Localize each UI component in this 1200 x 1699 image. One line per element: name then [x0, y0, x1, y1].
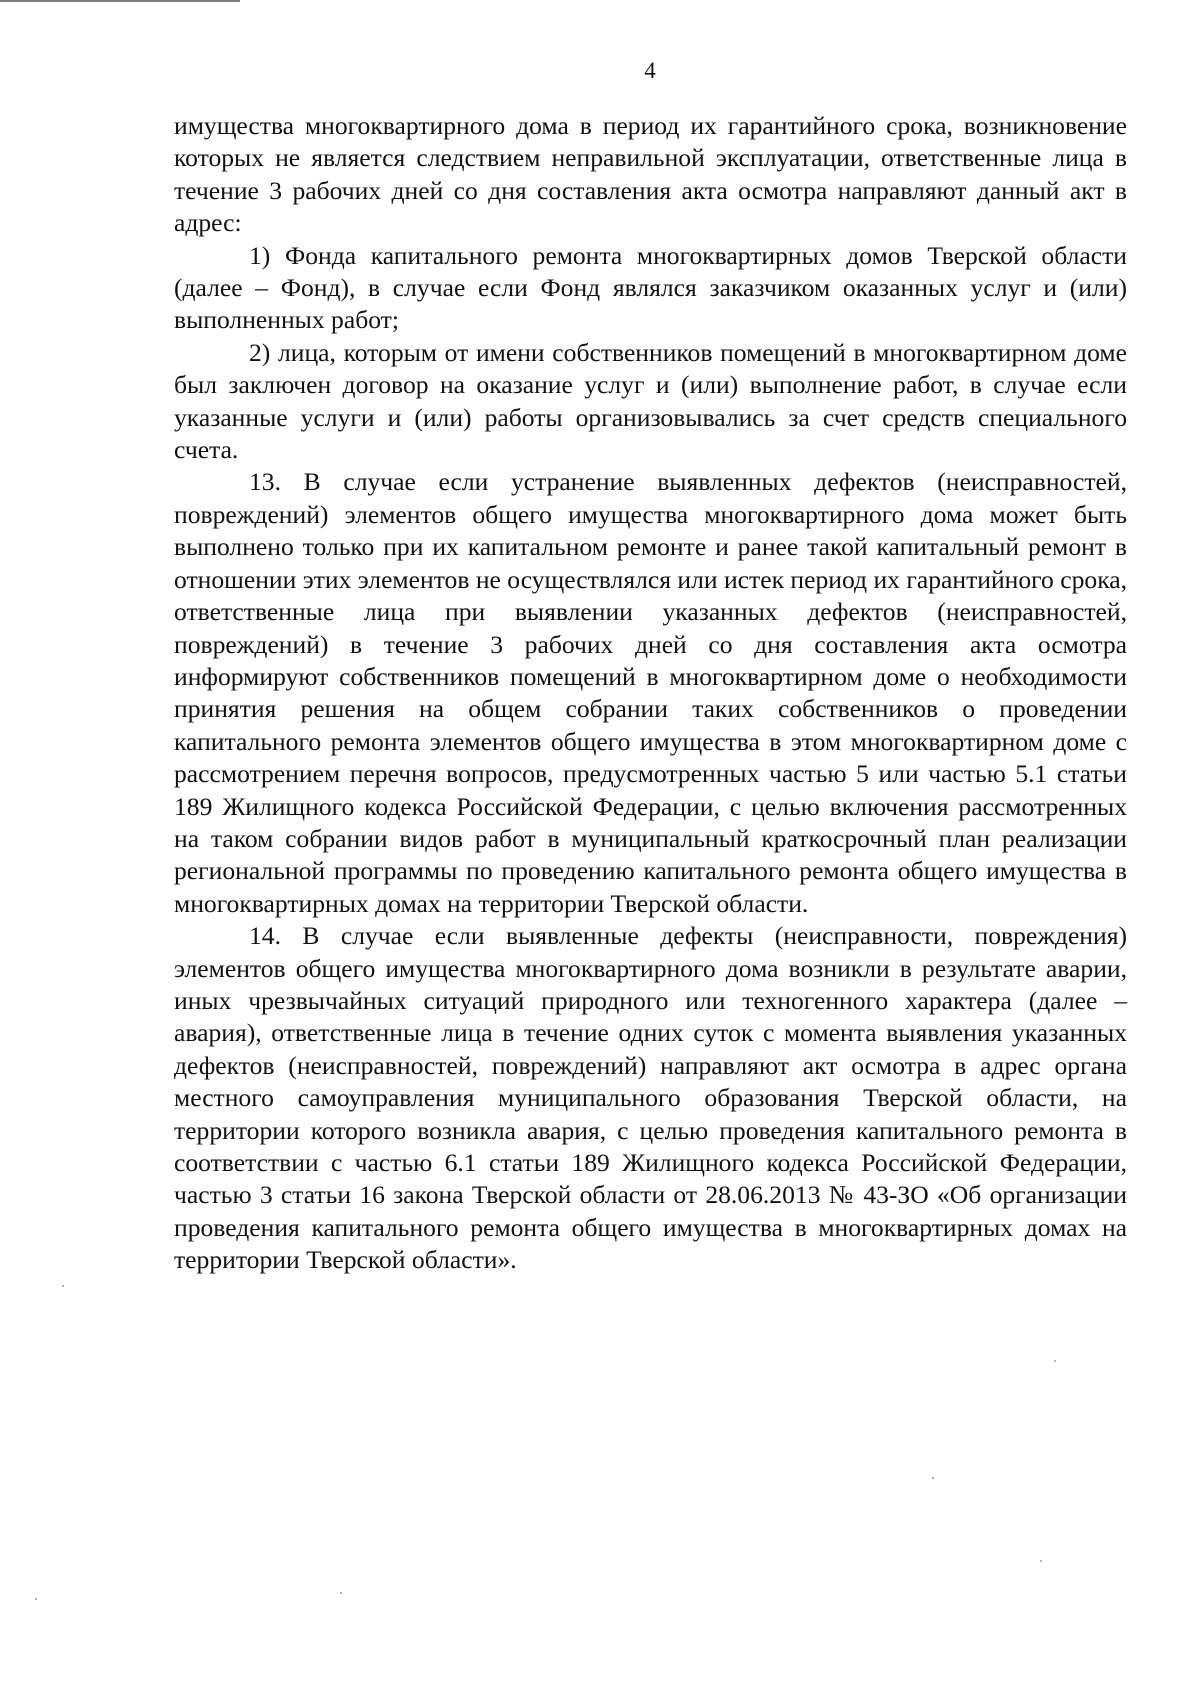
- list-item-person: 2) лица, которым от имени собственников помещений в многоквартирном доме был заключен договор на оказание услуг и (или) выполнение работ, в случае если указанные услуги и (или) работы организовывались за счет средств специального счета.: [174, 337, 1127, 465]
- scan-speck: [35, 1598, 37, 1600]
- paragraph-continuation: имущества многоквартирного дома в период их гарантийного срока, возникновение которых не является следствием неправильной эксплуатации, ответственные лица в течение 3 рабочих дней со дня составления акта осмотра направляют данный акт в адрес:: [174, 111, 1127, 238]
- scan-speck: [932, 1477, 934, 1479]
- list-item-fund: 1) Фонда капитального ремонта многоквартирных домов Тверской области (далее – Фонд), в случае если Фонд являлся заказчиком оказанных услуг и (или) выполненных работ;: [174, 240, 1127, 335]
- scan-speck: [1040, 1560, 1042, 1562]
- page-number: 4: [644, 58, 656, 83]
- scan-speck: [340, 1592, 342, 1594]
- scan-edge-line: [0, 0, 240, 2]
- scan-speck: [62, 1285, 64, 1287]
- scan-speck: [1054, 1360, 1056, 1362]
- document-body: [174, 110, 1127, 1277]
- clause-13: 13. В случае если устранение выявленных дефектов (неисправностей, повреждений) элементов общего имущества многоквартирного дома может быть выполнено только при их капитальном ремонте и ранее такой капитальный ремонт в отношении этих элементов не осуществлялся или истек период их гарантийного срока, ответственные лица при выявлении указанных дефектов (неисправностей, повреждений) в течение 3 рабочих дней со дня составления акта осмотра информируют собственников помещений в многоквартирном доме о необходимости принятия решения на общем собрании таких собственников о проведении капитального ремонта элементов общего имущества в этом многоквартирном доме с рассмотрением перечня вопросов, предусмотренных частью 5 или частью 5.1 статьи 189 Жилищного кодекса Российской Федерации, с целью включения рассмотренных на таком собрании видов работ в муниципальный краткосрочный план реализации региональной программы по проведению капитального ремонта общего имущества в многоквартирных домах на территории Тверской области.: [174, 467, 1127, 918]
- clause-14: 14. В случае если выявленные дефекты (неисправности, повреждения) элементов общего имущества многоквартирного дома возникли в результате аварии, иных чрезвычайных ситуаций природного или техногенного характера (далее – авария), ответственные лица в течение одних суток с момента выявления указанных дефектов (неисправностей, повреждений) направляют акт осмотра в адрес органа местного самоуправления муниципального образования Тверской области, на территории которого возникла авария, с целью проведения капитального ремонта в соответствии с частью 6.1 статьи 189 Жилищного кодекса Российской Федерации, частью 3 статьи 16 закона Тверской области от 28.06.2013 № 43-ЗО «Об организации проведения капитального ремонта общего имущества в многоквартирных домах на территории Тверской области».: [174, 921, 1127, 1275]
